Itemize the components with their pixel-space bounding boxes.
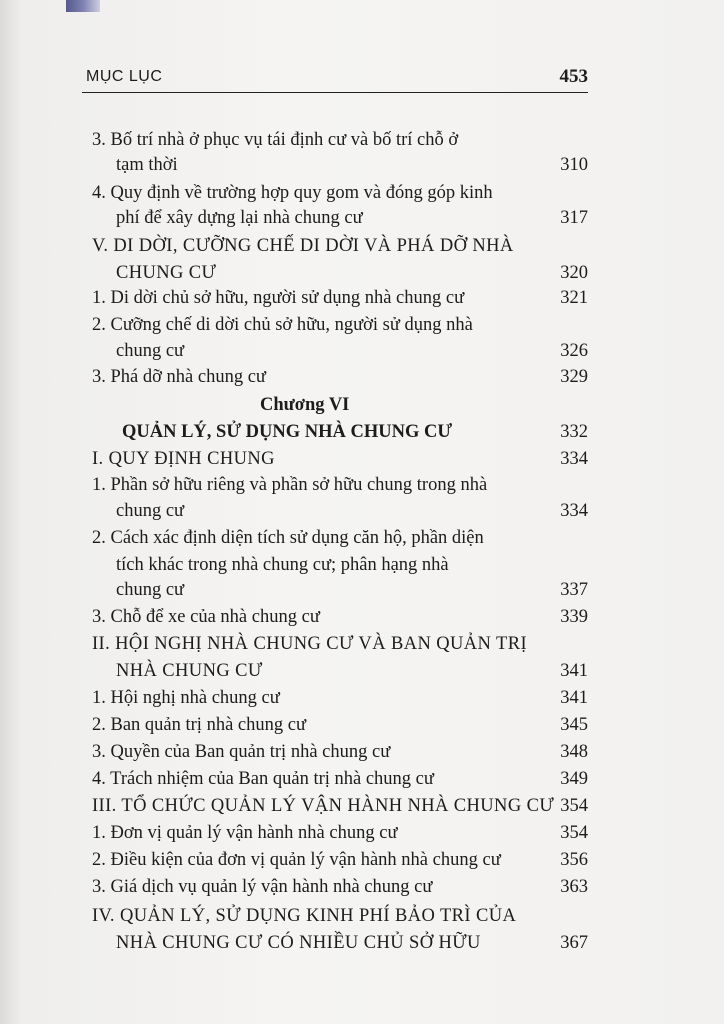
toc-line-page: 337 (560, 580, 588, 600)
toc-line-text: 2. Cưỡng chế di dời chủ sở hữu, người sử dụng nhà (92, 315, 473, 335)
toc-section-heading (82, 658, 594, 684)
toc-line-page: 317 (560, 208, 588, 228)
toc-line-page: 329 (560, 367, 588, 387)
toc-line-text: 1. Phần sở hữu riêng và phần sở hữu chung trong nhà (92, 475, 488, 495)
toc-line-text: chung cư (116, 580, 185, 600)
toc-line-page: 354 (560, 823, 588, 843)
toc-line-text: 1. Đơn vị quản lý vận hành nhà chung cư (92, 823, 398, 843)
toc-line-page: 349 (560, 769, 588, 789)
toc-line-text: 1. Di dời chủ sở hữu, người sử dụng nhà chung cư (92, 288, 465, 308)
toc-line (82, 766, 594, 792)
toc-line-text: V. DI DỜI, CƯỠNG CHẾ DI DỜI VÀ PHÁ DỠ NHÀ (92, 236, 514, 256)
toc-line-text: NHÀ CHUNG CƯ CÓ NHIỀU CHỦ SỞ HỮU (116, 933, 481, 953)
toc-line (82, 820, 594, 846)
toc-line-text: QUẢN LÝ, SỬ DỤNG NHÀ CHUNG CƯ (122, 422, 453, 442)
toc-line (82, 205, 594, 231)
toc-line (82, 152, 594, 178)
toc-line (82, 712, 594, 738)
toc-line-text: Chương VI (260, 395, 350, 415)
toc-section-heading (82, 233, 594, 259)
toc-line-text: 4. Quy định về trường hợp quy gom và đóng góp kinh (92, 183, 493, 203)
toc-line-text: tạm thời (116, 155, 178, 175)
toc-line-text: 4. Trách nhiệm của Ban quản trị nhà chung cư (92, 769, 434, 789)
toc-section-heading (82, 446, 594, 472)
toc-line-text: 2. Cách xác định diện tích sử dụng căn hộ, phần diện (92, 528, 484, 548)
header-title: MỤC LỤC (86, 68, 163, 85)
toc-line-page: 334 (560, 501, 588, 521)
chapter-title (82, 419, 594, 445)
toc-line (82, 552, 594, 578)
toc-line-page: 320 (560, 263, 588, 283)
running-header (82, 62, 588, 93)
toc-line (82, 847, 594, 873)
toc-line-text: 3. Phá dỡ nhà chung cư (92, 367, 266, 387)
toc-line-text: NHÀ CHUNG CƯ (116, 661, 263, 681)
toc-line-page: 341 (560, 661, 588, 681)
toc-line-text: 2. Ban quản trị nhà chung cư (92, 715, 306, 735)
toc-line-text: 3. Bố trí nhà ở phục vụ tái định cư và bố trí chỗ ở (92, 130, 459, 150)
toc-line-text: chung cư (116, 501, 185, 521)
toc-section-heading (82, 793, 594, 819)
toc-line-page: 367 (560, 933, 588, 953)
toc-line (82, 364, 594, 390)
toc-line-text: phí để xây dựng lại nhà chung cư (116, 208, 363, 228)
toc-line (82, 312, 594, 338)
toc-line (82, 577, 594, 603)
cover-edge-mark (66, 0, 100, 12)
toc-line-text: 3. Giá dịch vụ quản lý vận hành nhà chung cư (92, 877, 433, 897)
toc-line-page: 345 (560, 715, 588, 735)
toc-line-text: 1. Hội nghị nhà chung cư (92, 688, 280, 708)
toc-line-text: CHUNG CƯ (116, 263, 217, 283)
toc-line-page: 356 (560, 850, 588, 870)
toc-line-page: 310 (560, 155, 588, 175)
toc-line-page: 354 (560, 796, 588, 816)
toc-line-text: IV. QUẢN LÝ, SỬ DỤNG KINH PHÍ BẢO TRÌ CỦA (92, 906, 517, 926)
toc-line (82, 472, 594, 498)
toc-line-text: III. TỔ CHỨC QUẢN LÝ VẬN HÀNH NHÀ CHUNG CƯ (92, 796, 555, 816)
chapter-label (82, 392, 594, 418)
toc-line-text: 3. Quyền của Ban quản trị nhà chung cư (92, 742, 391, 762)
toc-line-text: II. HỘI NGHỊ NHÀ CHUNG CƯ VÀ BAN QUẢN TRỊ (92, 634, 527, 654)
toc-line (82, 127, 594, 153)
toc-line (82, 874, 594, 900)
toc-line-page: 341 (560, 688, 588, 708)
toc-line-page: 339 (560, 607, 588, 627)
toc-line (82, 285, 594, 311)
toc-line (82, 180, 594, 206)
toc-line (82, 498, 594, 524)
toc-line-text: tích khác trong nhà chung cư; phân hạng nhà (116, 555, 449, 575)
toc-line (82, 338, 594, 364)
toc-line (82, 525, 594, 551)
toc-section-heading (82, 930, 594, 956)
toc-section-heading (82, 631, 594, 657)
toc-line (82, 685, 594, 711)
toc-line-page: 348 (560, 742, 588, 762)
toc-section-heading (82, 903, 594, 929)
toc-line-text: chung cư (116, 341, 185, 361)
toc-line-text: 3. Chỗ để xe của nhà chung cư (92, 607, 320, 627)
toc-line-page: 326 (560, 341, 588, 361)
toc-line-page: 321 (560, 288, 588, 308)
toc-section-heading (82, 260, 594, 286)
toc-line-text: I. QUY ĐỊNH CHUNG (92, 449, 275, 469)
toc-line-page: 363 (560, 877, 588, 897)
header-page-number: 453 (559, 66, 588, 87)
toc-line-page: 334 (560, 449, 588, 469)
toc-line-text: 2. Điều kiện của đơn vị quản lý vận hành nhà chung cư (92, 850, 501, 870)
toc-line-page: 332 (560, 422, 588, 442)
toc-line (82, 739, 594, 765)
toc-line (82, 604, 594, 630)
